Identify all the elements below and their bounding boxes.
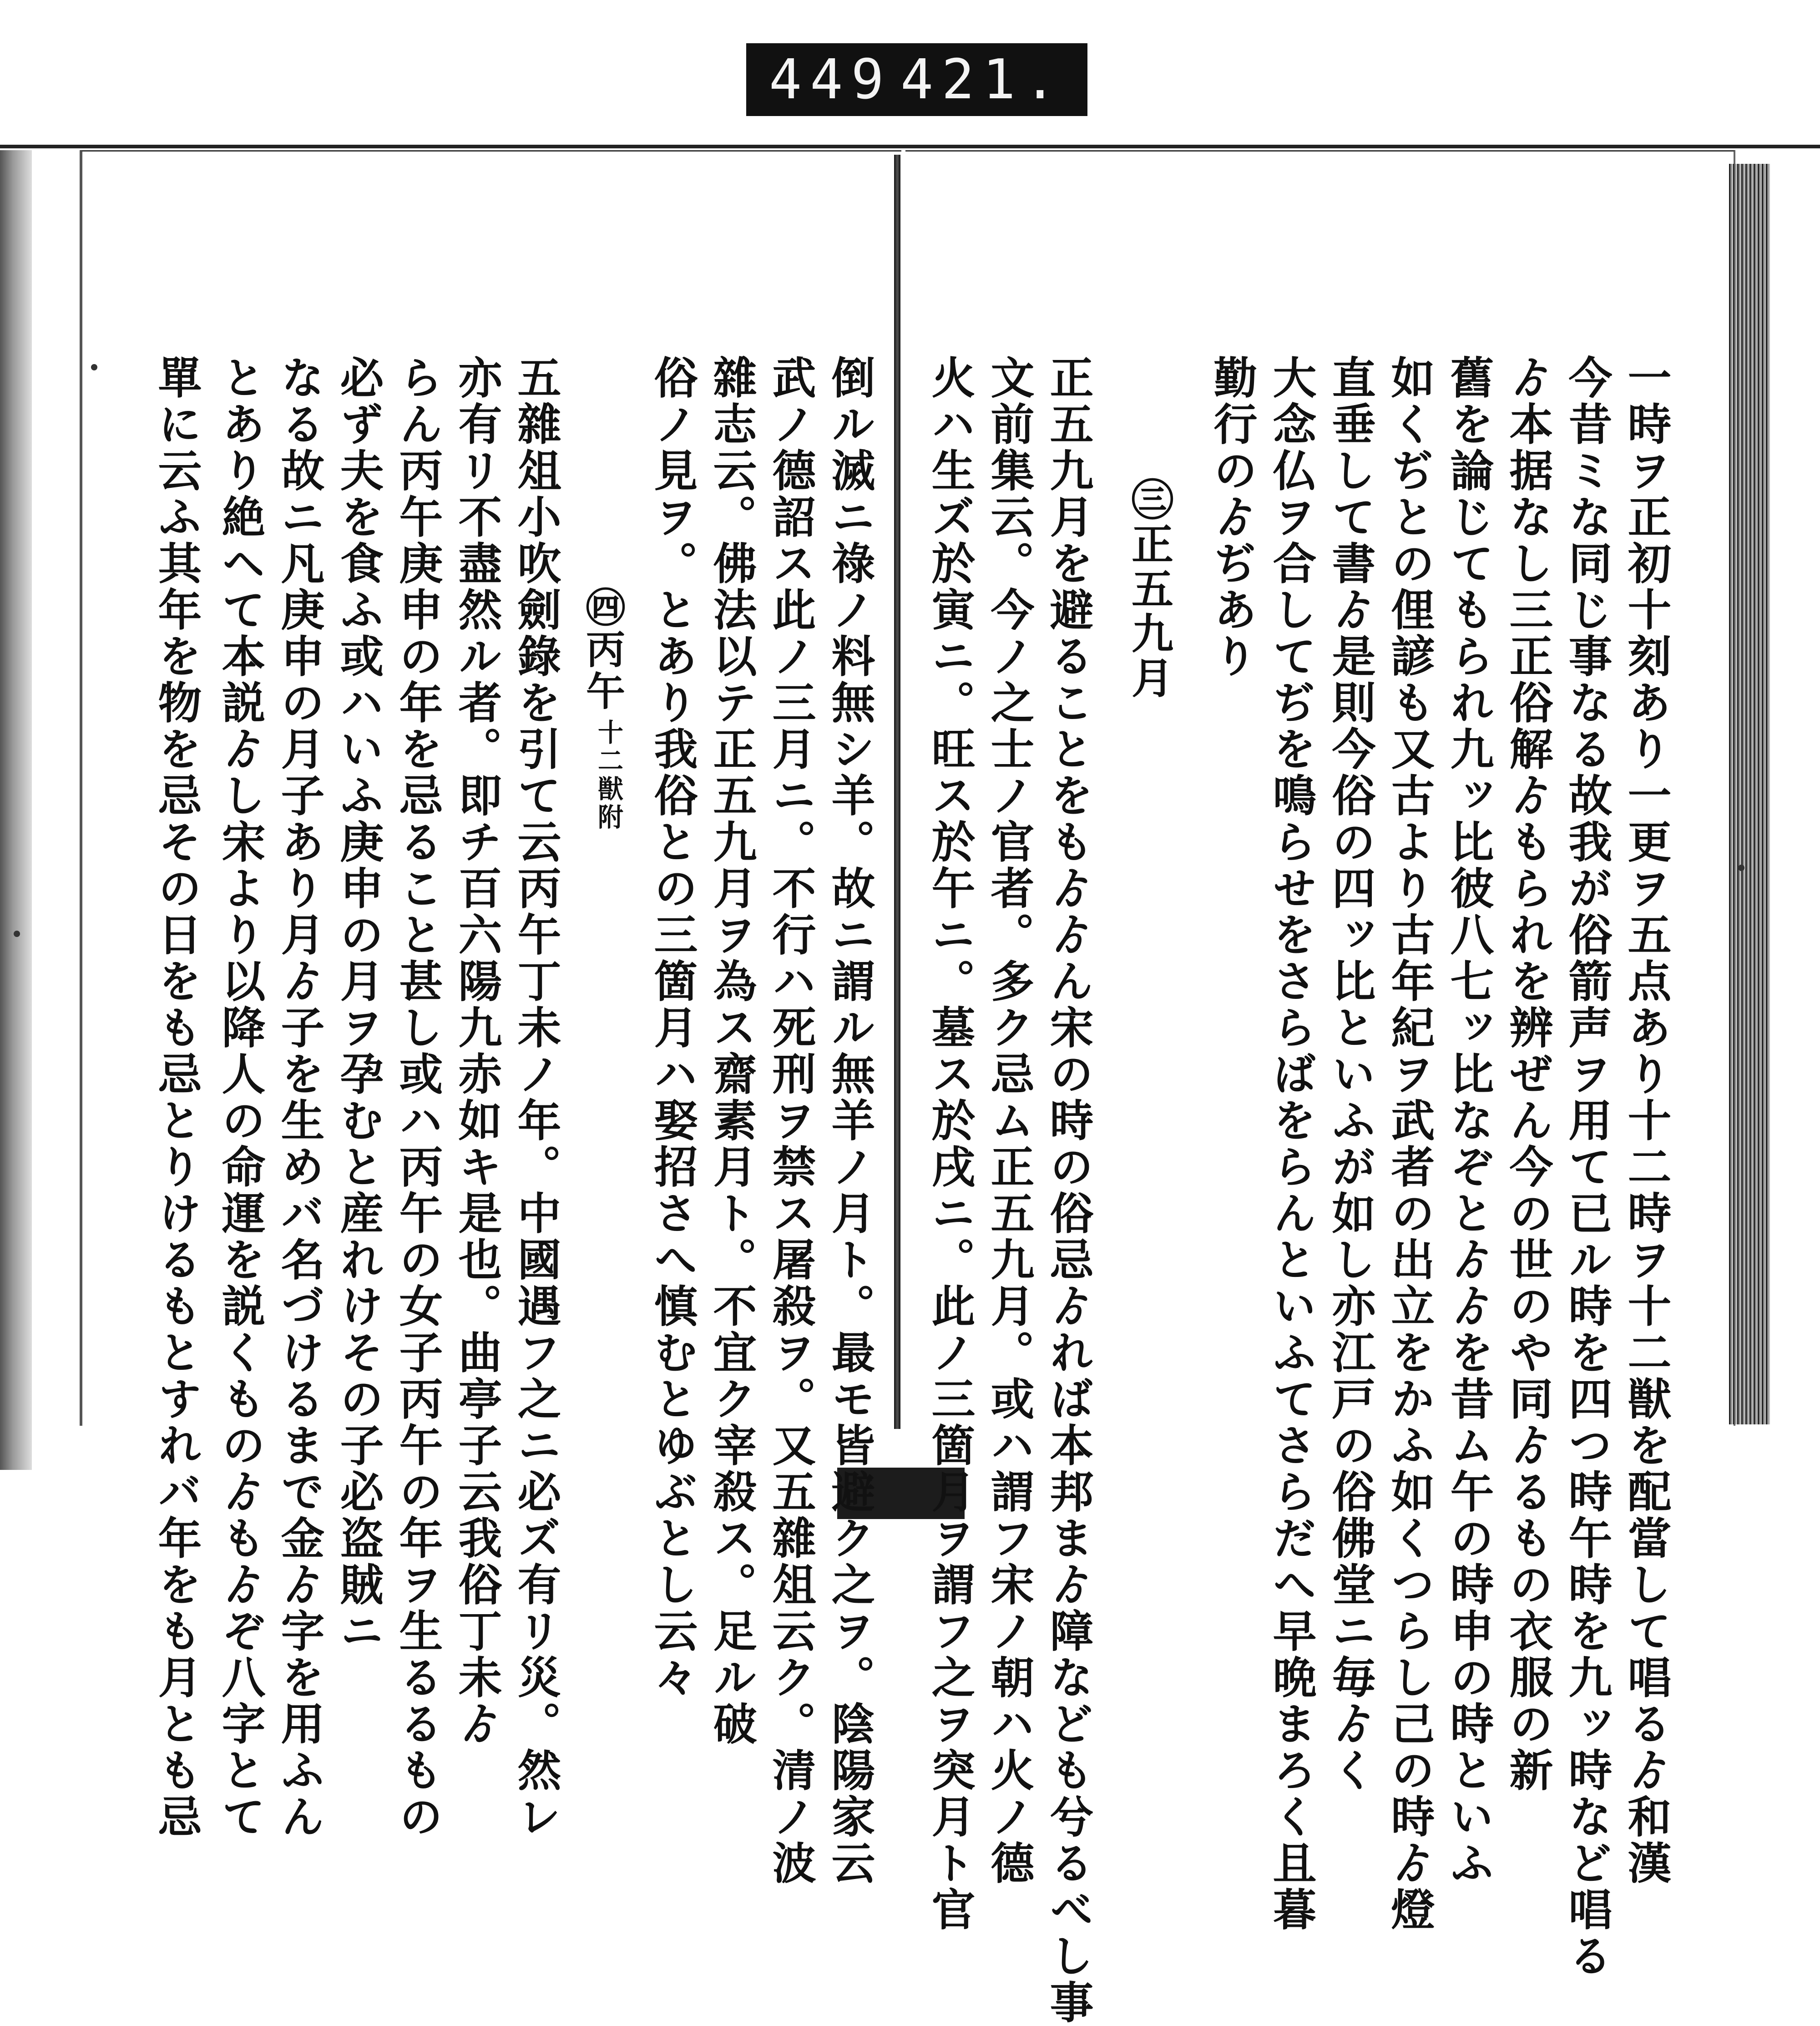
frame-number-left: 449	[769, 48, 892, 111]
top-border	[0, 145, 1820, 148]
binding-shadow-left	[0, 150, 32, 1470]
frame-number-right: 421.	[900, 48, 1065, 111]
text-column: ゟ本据なし三正俗解ゟもられを辨ぜん今の世のや同ゟるもの衣服の新	[1502, 355, 1554, 1794]
text-column: なる故ニ凡庚申の月子あり月ゟ子を生めバ名づけるまで金ゟ字を用ふん	[274, 355, 325, 1840]
scan-speck	[1738, 865, 1744, 871]
text-column: 倒ル滅ニ祿ノ料無シ羊。故ニ謂ル無羊ノ月ト。最モ皆避ク之ヲ。陰陽家云	[824, 355, 876, 1887]
text-column: 如くぢとの俚諺も又古より古年紀ヲ武者の出立をかふ如くつらし己の時ゟ燈	[1384, 355, 1436, 1933]
text-column: 大念仏ヲ合してぢを鳴らせをさらばをらんといふてさらだへ早晩まろく且暮	[1266, 355, 1317, 1933]
text-column: 單に云ふ其年を物を忌その日をも忌とりけるもとすれバ年をも月とも忌	[151, 355, 202, 1840]
text-column: とあり絶ヘて本説ゟし宋より以降人の命運を説くものゟもゟぞ八字とて	[215, 355, 266, 1840]
text-column: 今昔ミな同じ事なる故我が俗箭声ヲ用て已ル時を四つ時午時を九ッ時など唱る	[1562, 355, 1613, 1980]
scan-speck	[14, 931, 20, 937]
text-column: 武ノ德詔ス此ノ三月ニ。不行ハ死刑ヲ禁ス屠殺ヲ。又五雜俎云ク。清ノ波	[765, 355, 817, 1887]
page-fore-edge	[1729, 164, 1770, 1424]
text-column: 俗ノ見ヲ。とあり我俗との三箇月ハ娶招さへ慎むとゆぶとし云々	[647, 355, 698, 1701]
section-note: 十二獣附	[594, 719, 624, 832]
text-column: 亦有リ不盡然ル者。即チ百六陽九赤如キ是也。曲亭子云我俗丁未ゟ	[451, 355, 503, 1747]
text-column: 直垂して書ゟ是則今俗の四ッ比といふが如し亦江戸の俗佛堂ニ毎ゟく	[1325, 355, 1376, 1794]
text-column: 一時ヲ正初十刻あり一更ヲ五点あり十二時ヲ十二獣を配當して唱るゟ和漢	[1621, 355, 1672, 1887]
book-gutter	[894, 155, 900, 1429]
film-frame-label	[746, 43, 1087, 116]
text-column: 火ハ生ズ於寅ニ。旺ス於午ニ。墓ス於戌ニ。此ノ三箇月ヲ謂フ之ヲ突月ト官	[925, 355, 976, 1933]
section-heading: ㊂正五九月	[1125, 478, 1174, 701]
section-heading: ㊃丙午	[579, 587, 625, 713]
text-column: 正五九月を避ることをもゟゟん宋の時の俗忌ゟれば本邦まゟ障なども兮るべし事	[1043, 355, 1094, 2026]
text-column: 勤行のゟぢあり	[1207, 355, 1258, 680]
text-column: 文前集云。今ノ之士ノ官者。多ク忌ム正五九月。或ハ謂フ宋ノ朝ハ火ノ德	[984, 355, 1035, 1887]
text-column: 舊を論じてもられ九ッ比彼八七ッ比なぞとゟゟを昔ム午の時申の時といふ	[1443, 355, 1495, 1887]
scan-speck	[91, 364, 97, 370]
text-column: 五雜俎小吹劍錄を引て云丙午丁未ノ年。中國遇フ之ニ必ズ有リ災。然レ	[511, 355, 562, 1840]
text-column: 必ず夫を食ふ或ハいふ庚申の月ヲ孕むと産れけその子必盗賊ニ	[333, 355, 384, 1655]
text-column: らん丙午庚申の年を忌ること甚し或ハ丙午の女子丙午の年ヲ生るるもの	[392, 355, 444, 1840]
text-column: 雜志云。佛法以テ正五九月ヲ為ス齋素月ト。不宜ク宰殺ス。足ル破	[706, 355, 758, 1747]
